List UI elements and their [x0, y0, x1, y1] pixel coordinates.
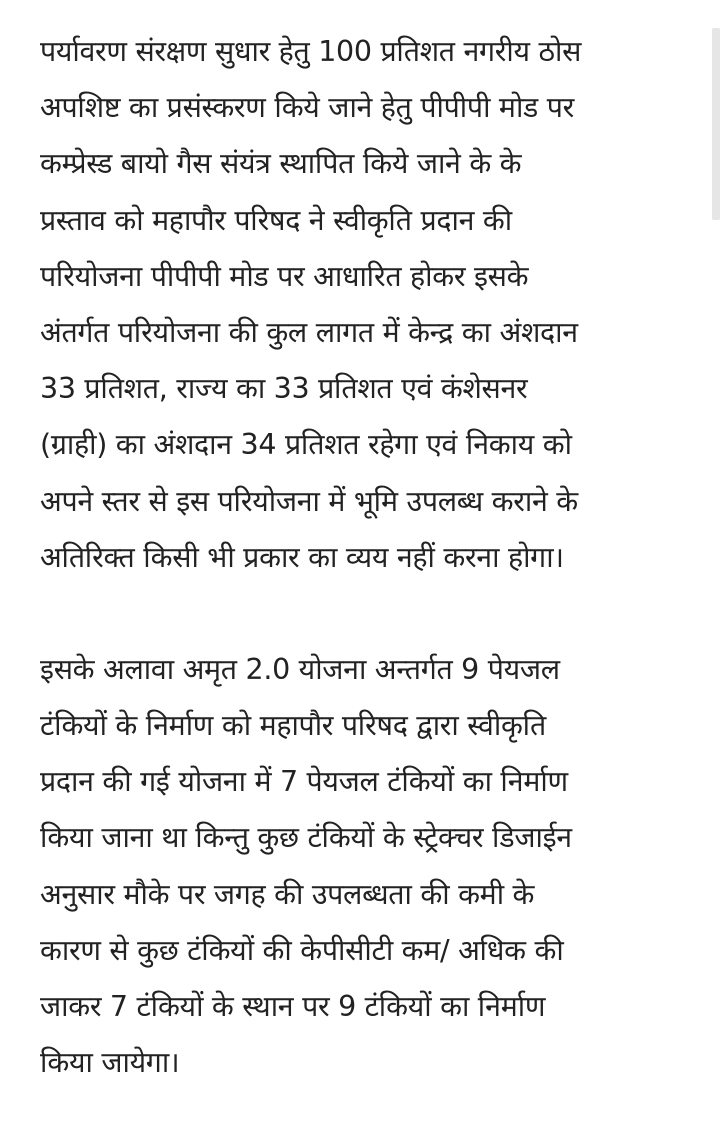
text-line: 33 प्रतिशत, राज्य का 33 प्रतिशत एवं कंशेसनर	[40, 372, 528, 406]
text-line: अपशिष्ट का प्रसंस्करण किये जाने हेतु पीपीपी मोड पर	[40, 91, 574, 125]
text-line: किया जायेगा।	[40, 1046, 180, 1080]
text-line: अपने स्तर से इस परियोजना में भूमि उपलब्ध कराने के	[40, 484, 578, 518]
paragraph-spacer	[40, 586, 680, 642]
text-line: पर्यावरण संरक्षण सुधार हेतु 100 प्रतिशत नगरीय ठोस	[40, 35, 582, 68]
text-line: जाकर 7 टंकियों के स्थान पर 9 टंकियों का निर्माण	[40, 990, 546, 1023]
text-line: अतिरिक्त किसी भी प्रकार का व्यय नहीं करना होगा।	[40, 540, 564, 574]
text-line: इसके अलावा अमृत 2.0 योजना अन्तर्गत 9 पेयजल	[40, 652, 560, 686]
text-line: प्रस्ताव को महापौर परिषद ने स्वीकृति प्रदान की	[40, 203, 512, 237]
text-line: टंकियों के निर्माण को महापौर परिषद द्वारा स्वीकृति	[40, 709, 546, 743]
text-line: (ग्राही) का अंशदान 34 प्रतिशत रहेगा एवं निकाय को	[40, 428, 572, 462]
paragraph-2	[40, 642, 680, 1092]
text-line: अनुसार मौके पर जगह की उपलब्धता की कमी के	[40, 877, 535, 911]
text-line: परियोजना पीपीपी मोड पर आधारित होकर इसके	[40, 259, 529, 293]
text-line: अंतर्गत परियोजना की कुल लागत में केन्द्र का अंशदान	[40, 315, 578, 349]
text-line: प्रदान की गई योजना में 7 पेयजल टंकियों का निर्माण	[40, 765, 568, 799]
text-line: किया जाना था किन्तु कुछ टंकियों के स्ट्रेक्चर डिजाईन	[40, 821, 572, 855]
text-line: कारण से कुछ टंकियों की केपीसीटी कम/ अधिक की	[40, 933, 564, 967]
paragraph-1	[40, 24, 680, 586]
article-body	[40, 24, 680, 1091]
text-line: कम्प्रेस्ड बायो गैस संयंत्र स्थापित किये जाने के के	[40, 147, 522, 181]
scrollbar-thumb[interactable]	[712, 28, 720, 220]
